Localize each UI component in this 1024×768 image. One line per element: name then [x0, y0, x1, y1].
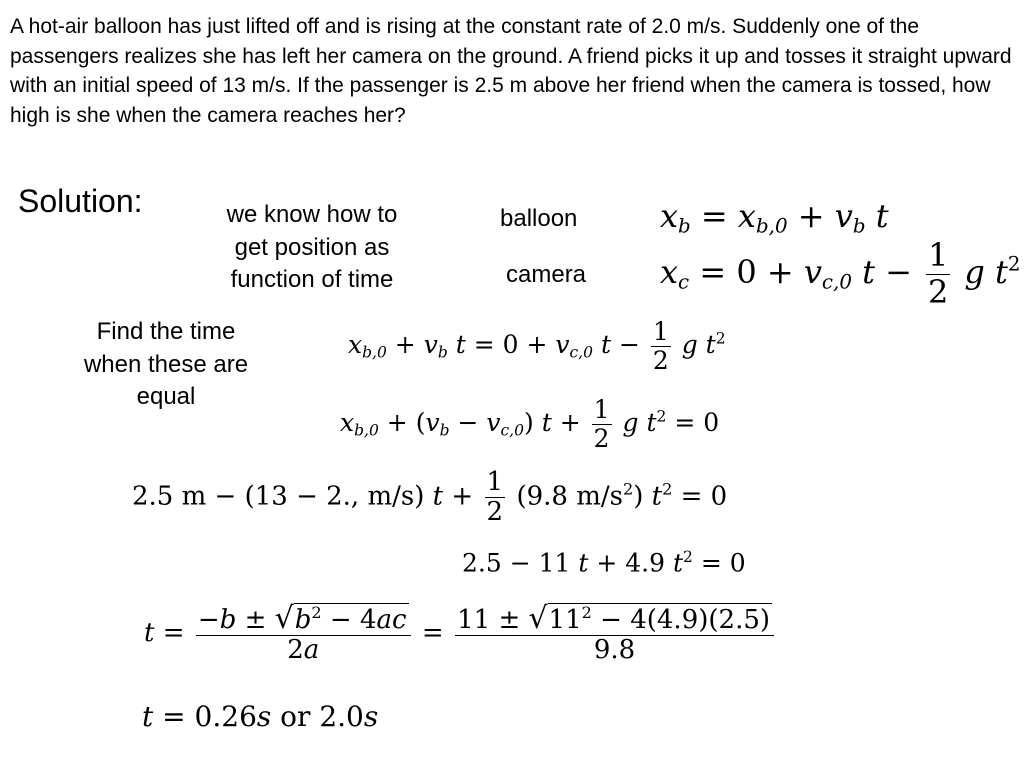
note-line: we know how to: [226, 201, 398, 228]
rearranged-equation: $x_{b,0} + (v_b - v_{c,0}) t$ + $\frac{1}{2}$ g $t^2 = 0$: [340, 395, 720, 453]
quadratic-fraction: $\frac{-b \pm √b^2 - 4ac}{2a}$: [196, 602, 411, 666]
balloon-position-equation: $x_b = x_{b,0} + v_b$ t: [660, 197, 889, 238]
label-balloon: balloon: [500, 205, 578, 232]
fraction-half: $\frac{1}{2}$: [593, 395, 610, 453]
label-camera: camera: [506, 261, 587, 288]
note-line: when these are: [83, 350, 249, 378]
fraction-half: $\frac{1}{2}$: [927, 236, 949, 311]
numeric-equation: 2.5 m − (13 − 2., m/s) t + $\frac{1}{2}$ (9.8 $m/s^2$) $t^2 = 0$: [132, 467, 728, 528]
numeric-quadratic-fraction: $\frac{11 \pm √11^2 - 4(4.9)(2.5)}{9.8}$: [455, 602, 774, 666]
fraction-half: $\frac{1}{2}$: [486, 467, 504, 528]
answer-equation: t = 0.26s or 2.0s: [142, 700, 379, 733]
fraction-half: $\frac{1}{2}$: [652, 317, 669, 375]
quadratic-formula: t = $\frac{-b \pm √b^2 - 4ac}{2a}$ = $\frac{11 \pm √11^2 - 4(4.9)(2.5)}{9.8}$: [144, 602, 777, 666]
note-line: Find the time: [96, 318, 236, 345]
problem-statement: A hot-air balloon has just lifted off and is rising at the constant rate of 2.0 m/s. Suddenly one of the passengers realizes she has left her camera on the ground. A friend picks it up and tosses it straight upward with an initial speed of 13 m/s. If the passenger is 2.5 m above her friend when the camera is tossed, how high is she when the camera reaches her?: [10, 15, 1012, 127]
solution-heading: Solution:: [18, 183, 143, 219]
note-position-function: [204, 199, 420, 297]
square-root: $√b^2 - 4ac$: [274, 601, 407, 636]
note-line: function of time: [230, 266, 394, 293]
square-root: $√11^2 - 4(4.9)(2.5)$: [528, 601, 771, 636]
note-find-time: [56, 316, 276, 414]
note-line: equal: [136, 383, 196, 410]
camera-position-equation: $x_c = 0 + v_{c,0}$ t − $\frac{1}{2}$ g $t^2$: [660, 236, 1021, 311]
equality-equation: $x_{b,0} + v_b$ $t = 0 + v_{c,0}$ t − $\frac{1}{2}$ g $t^2$: [348, 317, 726, 375]
simplified-equation: 2.5 − 11 t + 4.9 $t^2 = 0$: [462, 548, 746, 578]
note-line: get position as: [234, 233, 390, 261]
